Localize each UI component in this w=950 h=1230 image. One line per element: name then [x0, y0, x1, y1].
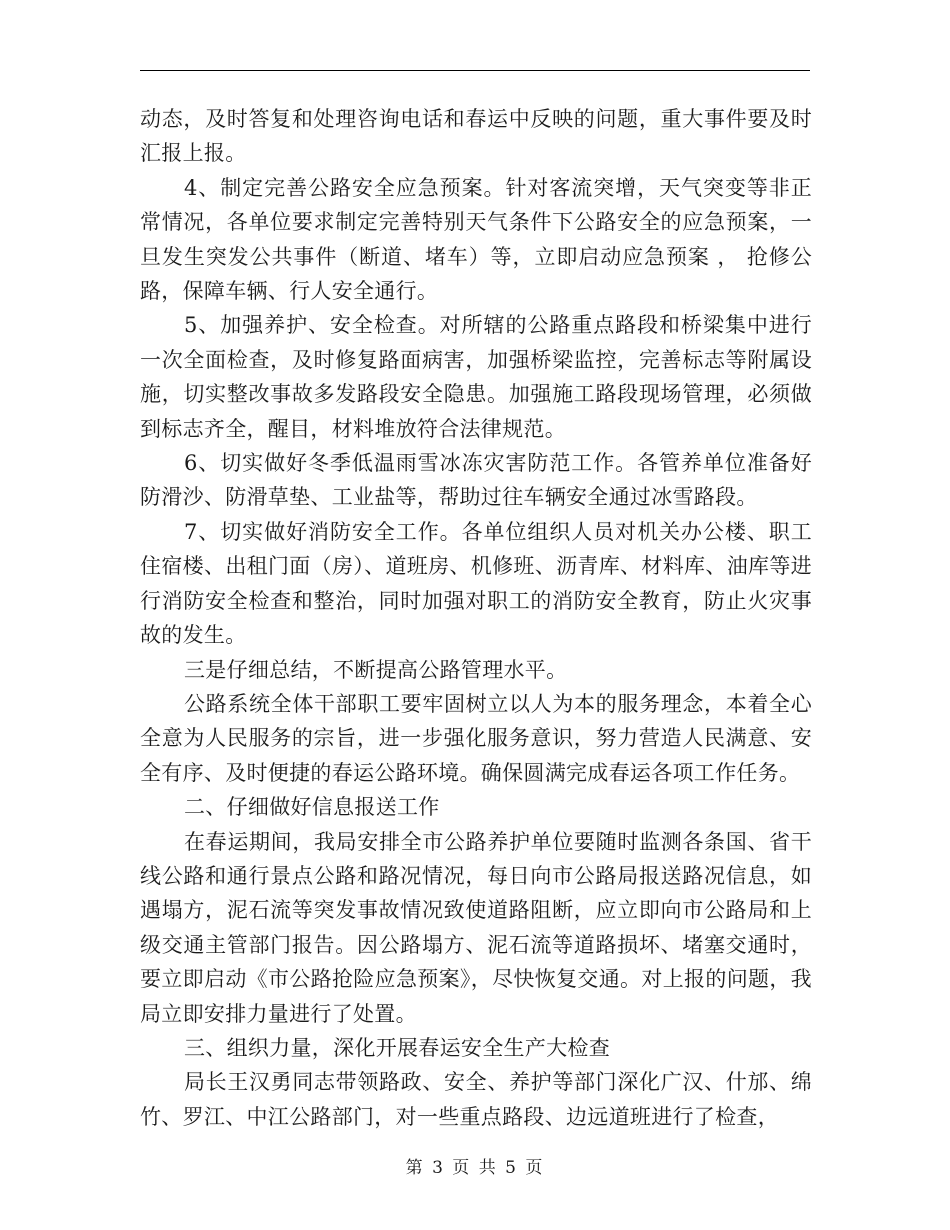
- document-body: [140, 102, 812, 1134]
- section-heading-summary: 三是仔细总结，不断提高公路管理水平。: [184, 657, 568, 682]
- paragraph-item-4: 4、制定完善公路安全应急预案。针对客流突增，天气突变等非正常情况，各单位要求制定完善特别天气条件下公路安全的应急预案，一旦发生突发公共事件（断道、堵车）等，立即启动应急预案 ， 抢修公路，保障车辆、行人安全通行。: [140, 175, 812, 304]
- paragraph-item-6: 6、切实做好冬季低温雨雪冰冻灾害防范工作。各管养单位准备好防滑沙、防滑草垫、工业盐等，帮助过往车辆安全通过冰雪路段。: [140, 451, 812, 510]
- paragraph-summary: 公路系统全体干部职工要牢固树立以人为本的服务理念，本着全心全意为人民服务的宗旨，进一步强化服务意识，努力营造人民满意、安全有序、及时便捷的春运公路环境。确保圆满完成春运各项工作任务。: [140, 691, 812, 785]
- paragraph-continuation: 动态，及时答复和处理咨询电话和春运中反映的问题，重大事件要及时汇报上报。: [140, 107, 812, 166]
- section-heading-info-reporting: 二、仔细做好信息报送工作: [184, 795, 440, 820]
- paragraph-info-reporting: 在春运期间，我局安排全市公路养护单位要随时监测各条国、省干线公路和通行景点公路和路况情况，每日向市公路局报送路况信息，如遇塌方，泥石流等突发事故情况致使道路阻断，应立即向市公路局和上级交通主管部门报告。因公路塌方、泥石流等道路损坏、堵塞交通时，要立即启动《市公路抢险应急预案》，尽快恢复交通。对上报的问题，我局立即安排力量进行了处置。: [140, 829, 812, 1026]
- paragraph-inspection: 局长王汉勇同志带领路政、安全、养护等部门深化广汉、什邡、绵竹、罗江、中江公路部门，对一些重点路段、边远道班进行了检查，: [140, 1070, 812, 1129]
- section-heading-inspection: 三、组织力量，深化开展春运安全生产大检查: [184, 1035, 610, 1060]
- header-rule: [140, 70, 810, 71]
- paragraph-item-7: 7、切实做好消防安全工作。各单位组织人员对机关办公楼、职工住宿楼、出租门面（房）、道班房、机修班、沥青库、材料库、油库等进行消防安全检查和整治，同时加强对职工的消防安全教育，防止火灾事故的发生。: [140, 519, 812, 648]
- paragraph-item-5: 5、加强养护、安全检查。对所辖的公路重点路段和桥梁集中进行一次全面检查，及时修复路面病害，加强桥梁监控，完善标志等附属设施，切实整改事故多发路段安全隐患。加强施工路段现场管理，必须做到标志齐全，醒目，材料堆放符合法律规范。: [140, 313, 812, 441]
- page-number: 第 3 页 共 5 页: [405, 1158, 545, 1178]
